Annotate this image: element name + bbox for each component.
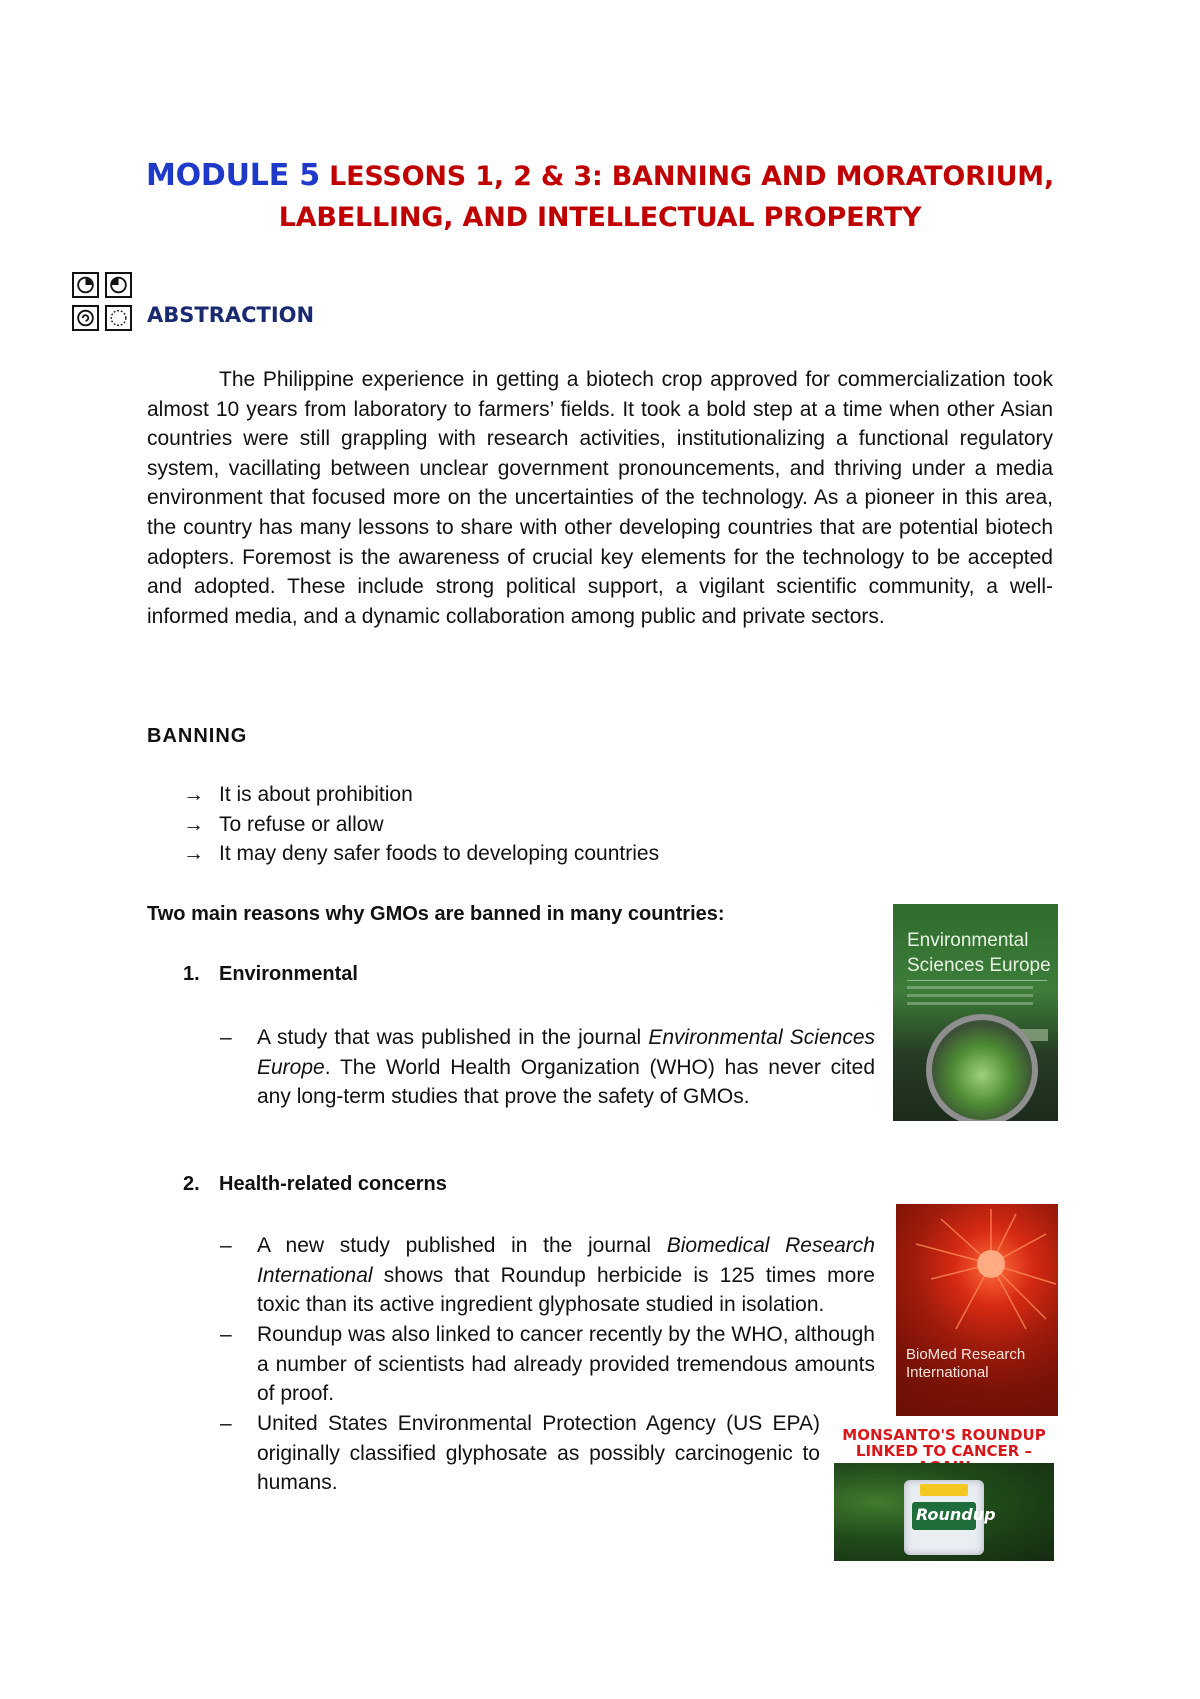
list-item (183, 780, 883, 810)
dash-icon: – (220, 1323, 232, 1346)
abstraction-paragraph: The Philippine experience in getting a biotech crop approved for commercialization took almost 10 years from laboratory to farmers’ fields. It took a bold step at a time when other Asian countries were still grappling with research activities, institutionalizing a functional regulatory system, vacillating between unclear government pronouncements, and thriving under a media environment that focused more on the uncertainties of the technology. As a pioneer in this area, the country has many lessons to share with other developing countries that are potential biotech adopters. Foremost is the awareness of crucial key elements for the technology to be accepted and adopted. These include strong political support, a vigilant scientific community, a well-informed media, and a dynamic collaboration among public and private sectors. (147, 368, 1053, 628)
spiral-icon (72, 305, 99, 331)
clock-icon (72, 272, 99, 298)
item-text: United States Environmental Protection Agency (US EPA) originally classified glyphosate as possibly carcinogenic to humans. (257, 1412, 820, 1495)
item-text: A study that was published in the journal (257, 1026, 649, 1049)
banning-point: To refuse or allow (219, 812, 384, 836)
health-heading (183, 1173, 447, 1196)
dash-icon: – (220, 1026, 232, 1049)
book2-title: BioMed Research International (906, 1346, 1026, 1381)
book1-title: Environmental Sciences Europe (907, 930, 1051, 976)
list-item (183, 810, 883, 840)
roundup-brand: Roundup (916, 1505, 996, 1524)
dashed-circle-icon (105, 305, 132, 331)
arrow-icon: → (183, 842, 204, 866)
roundup-headline: MONSANTO'S ROUNDUP LINKED TO CANCER – (834, 1425, 1054, 1477)
value-size-label (920, 1484, 968, 1496)
pie-icon (105, 272, 132, 298)
dash-icon: – (220, 1234, 232, 1257)
dash-icon: – (220, 1412, 232, 1435)
environmental-title: Environmental (219, 963, 358, 985)
banning-point: It is about prohibition (219, 783, 413, 806)
roundup-cancer-image (834, 1425, 1054, 1561)
title-line1: LESSONS 1, 2 & 3: BANNING AND MORATORIUM, (329, 161, 1055, 192)
health-item-1 (220, 1231, 875, 1320)
item-text: A new study published in the journal (257, 1234, 667, 1257)
environmental-item (220, 1023, 875, 1112)
environmental-sciences-europe-cover (893, 904, 1058, 1121)
red-flower-image (896, 1204, 1058, 1354)
health-number: 2. (183, 1173, 200, 1195)
arrow-icon: → (183, 783, 204, 806)
journal-name: Environmental Sciences Europe (257, 1026, 876, 1079)
page-title (0, 155, 1200, 238)
book1-lens-image (926, 1014, 1038, 1121)
banning-heading: BANNING (147, 725, 248, 747)
biomed-research-international-cover (896, 1204, 1058, 1416)
book1-subtitle-lines (907, 980, 1047, 1011)
health-title: Health-related concerns (219, 1173, 447, 1195)
list-item (183, 839, 883, 869)
item-text: Roundup was also linked to cancer recently by the WHO, although a number of scientists had already provided tremendous amounts of proof. (257, 1323, 875, 1406)
environmental-number: 1. (183, 963, 200, 985)
banning-point: It may deny safer foods to developing countries (219, 842, 660, 866)
roundup-label (912, 1502, 996, 1530)
environmental-heading (183, 963, 358, 986)
arrow-icon: → (183, 812, 204, 836)
roundup-jug (904, 1480, 996, 1555)
journal-name: Biomedical Research International (257, 1234, 875, 1287)
banning-list (183, 780, 883, 869)
abstraction-icon (72, 272, 138, 336)
health-item-3 (220, 1409, 820, 1498)
health-item-2 (220, 1320, 875, 1409)
reasons-heading: Two main reasons why GMOs are banned in many countries: (147, 903, 725, 925)
title-module: MODULE 5 (145, 158, 320, 193)
item-text: shows that Roundup herbicide is 125 times more toxic than its active ingredient glyphosate studied in isolation. (257, 1263, 875, 1317)
item-text: . The World Health Organization (WHO) has never cited any long-term studies that prove the safety of GMOs. (257, 1055, 875, 1109)
abstraction-heading: ABSTRACTION (147, 303, 315, 327)
title-line2: LABELLING, AND INTELLECTUAL PROPERTY (278, 202, 922, 233)
